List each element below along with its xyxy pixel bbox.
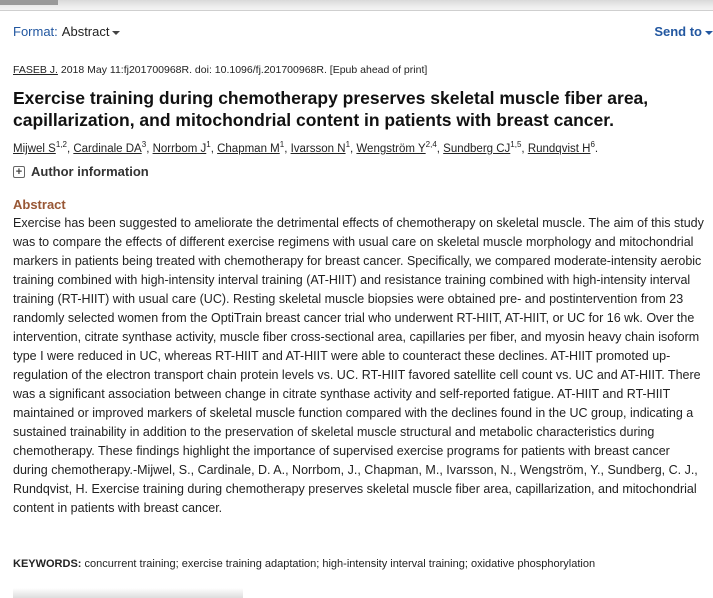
author-affiliation: 1 [345, 140, 351, 149]
author-information-label: Author information [31, 164, 149, 179]
author-link[interactable]: Cardinale DA [73, 142, 142, 155]
keywords-label: KEYWORDS: [13, 558, 82, 570]
author-affiliation: 2,4 [425, 140, 437, 149]
author-affiliation: 1,5 [510, 140, 522, 149]
abstract-text: Exercise has been suggested to ameliorate the detrimental effects of chemotherapy on skeletal muscle. The aim of this study was to compare the effects of different exercise regimens with usual care on skeletal muscle morphology and mitochondrial markers in patients being treated with chemotherapy for breast cancer. Specifically, we compared moderate-intensity aerobic training combined with high-intensity interval training (AT-HIIT) and resistance training combined with high-intensity interval training (RT-HIIT) with usual care (UC). Resting skeletal muscle biopsies were obtained pre- and postintervention from 23 randomly selected women from the OptiTrain breast cancer trial who underwent RT-HIIT, AT-HIIT, or UC for 16 wk. Over the intervention, citrate synthase activity, muscle fiber cross-sectional area, capillaries per fiber, and myosin heavy chain isoform type I were reduced in UC, whereas RT-HIIT and AT-HIIT were able to counteract these declines. AT-HIIT promoted up-regulation of the electron transport chain protein levels vs. UC. RT-HIIT favored satellite cell count vs. UC and AT-HIIT. There was a significant association between change in citrate synthase activity and self-reported fatigue. AT-HIIT and RT-HIIT maintained or improved markers of skeletal muscle function compared with the declines found in the UC group, indicating a sustained trainability in addition to the preservation of skeletal muscle structural and metabolic characteristics during chemotherapy. These findings highlight the importance of supervised exercise programs for patients with breast cancer during chemotherapy.-Mijwel, S., Cardinale, D. A., Norrbom, J., Chapman, M., Ivarsson, N., Wengström, Y., Sundberg, C. J., Rundqvist, H. Exercise training during chemotherapy preserves skeletal muscle fiber area, capillarization, and mitochondrial content in patients with breast cancer. [13, 216, 704, 515]
abstract-heading: Abstract [13, 197, 66, 212]
keywords-list: concurrent training; exercise training adaptation; high-intensity interval training; oxidative phosphorylation [84, 558, 596, 570]
keywords-line [13, 558, 595, 570]
format-label: Format: [13, 24, 58, 39]
send-to-dropdown[interactable] [654, 24, 713, 39]
article-title: Exercise training during chemotherapy preserves skeletal muscle fiber area, capillarization, and mitochondrial content in patients with breast cancer. [13, 88, 649, 130]
author-affiliation: 6 [590, 140, 595, 149]
journal-link[interactable]: FASEB J. [13, 64, 58, 76]
author-link[interactable]: Rundqvist H [527, 142, 591, 155]
citation-line [13, 64, 427, 76]
author-affiliation: 1,2 [55, 140, 67, 149]
format-value: Abstract [61, 24, 110, 39]
author-information-toggle[interactable] [13, 164, 149, 179]
format-dropdown[interactable] [13, 24, 120, 39]
author-affiliation: 1 [279, 140, 285, 149]
author-link[interactable]: Mijwel S [13, 142, 56, 155]
author-affiliation: 3 [141, 140, 147, 149]
chevron-down-icon [705, 31, 713, 35]
author-link[interactable]: Sundberg CJ [443, 142, 511, 155]
author-link[interactable]: Wengström Y [356, 142, 426, 155]
author-link[interactable]: Chapman M [217, 142, 280, 155]
top-browser-edge [0, 0, 713, 11]
send-to-label: Send to [654, 24, 702, 39]
display-toolbar [13, 24, 713, 44]
author-link[interactable]: Norrbom J [152, 142, 207, 155]
author-list: Mijwel S$^{1,2}$, Cardinale $DA^3$, Norrbom $J^1$, Chapman $M^1$, Ivarsson $N^1$, Wengström Y$^{2,4}$, Sundberg CJ$^{1,5}$, Rundqvist $H^6$. [13, 140, 599, 155]
citation-details: 2018 May 11:fj201700968R. doi: 10.1096/fj.201700968R. [Epub ahead of print] [60, 64, 428, 76]
top-tab-fragment [0, 0, 58, 5]
chevron-down-icon [112, 31, 120, 35]
clipped-next-line [13, 588, 243, 598]
author-affiliation: 1 [206, 140, 211, 149]
author-link[interactable]: Ivarsson N [290, 142, 346, 155]
expand-plus-icon: + [13, 166, 25, 178]
